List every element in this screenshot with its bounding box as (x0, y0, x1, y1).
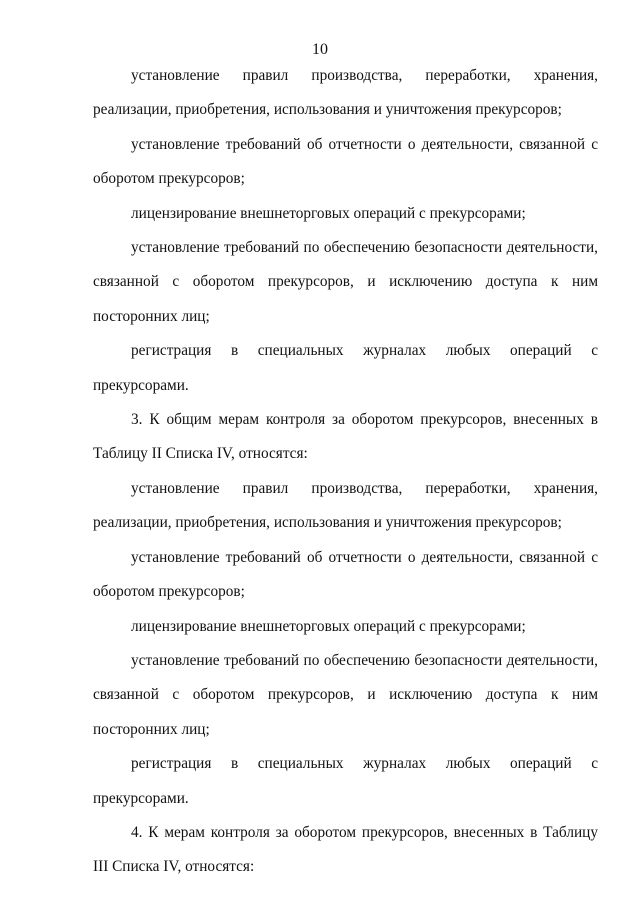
paragraph: 3. К общим мерам контроля за оборотом прекурсоров, внесенных в Таблицу II Списка IV, относятся: (93, 411, 598, 463)
page-number: 10 (312, 41, 328, 58)
paragraph: лицензирование внешнеторговых операций с прекурсорами; (131, 617, 526, 635)
paragraph: 4. К мерам контроля за оборотом прекурсоров, внесенных в Таблицу III Списка IV, относятся: (93, 823, 598, 876)
paragraph: установление требований об отчетности о деятельности, связанной с оборотом прекурсоров; (93, 548, 598, 601)
paragraph: лицензирование внешнеторговых операций с прекурсорами; (131, 204, 526, 222)
paragraph: установление правил производства, переработки, хранения, реализации, приобретения, использования и уничтожения прекурсоров; (93, 67, 598, 119)
paragraph: регистрация в специальных журналах любых операций с прекурсорами. (93, 755, 598, 807)
paragraph: установление требований по обеспечению безопасности деятельности, связанной с оборотом прекурсоров, и исключению доступа к ним посторонних лиц; (93, 239, 598, 325)
paragraph: установление требований об отчетности о деятельности, связанной с оборотом прекурсоров; (93, 135, 598, 188)
paragraph: регистрация в специальных журналах любых операций с прекурсорами. (93, 342, 598, 394)
paragraph: установление требований по обеспечению безопасности деятельности, связанной с оборотом прекурсоров, и исключению доступа к ним посторонних лиц; (93, 651, 598, 738)
document-body (93, 59, 598, 885)
paragraph: установление правил производства, переработки, хранения, реализации, приобретения, использования и уничтожения прекурсоров; (93, 479, 598, 532)
